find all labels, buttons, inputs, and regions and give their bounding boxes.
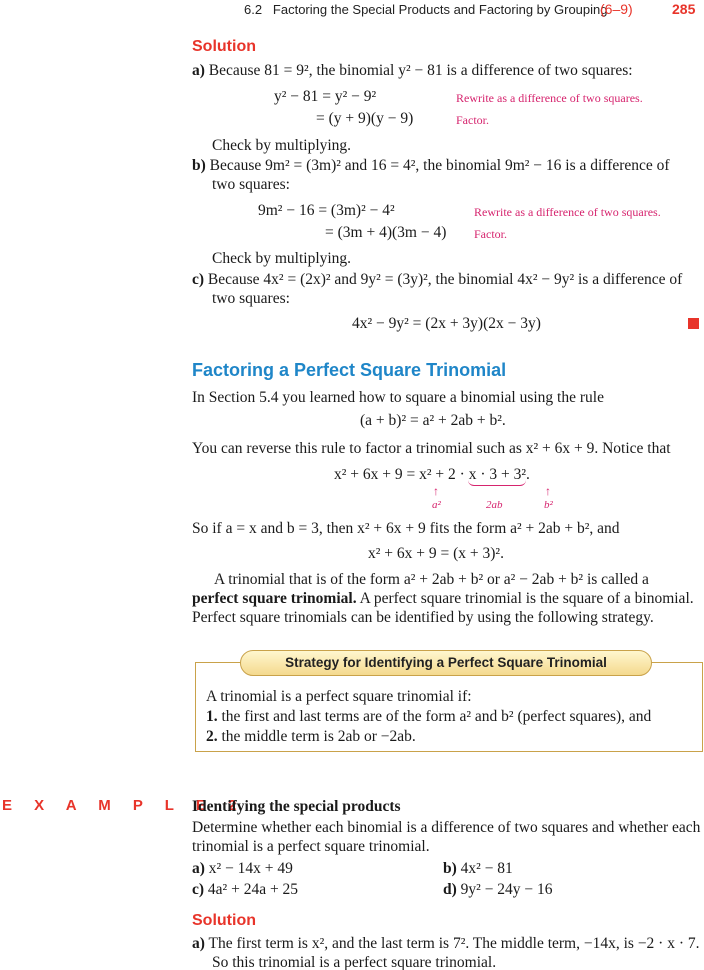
middle-term-brace: [468, 480, 526, 486]
annotation-b2: b²: [544, 499, 553, 511]
strategy-item-1-number: 1.: [206, 708, 218, 725]
problem-d: [443, 881, 553, 899]
strategy-item-2-text: the middle term is 2ab or −2ab.: [221, 728, 416, 745]
part-a-equation-2: = (y + 9)(y − 9): [316, 110, 414, 127]
strategy-item-1-text: the first and last terms are of the form a² and b² (perfect squares), and: [221, 708, 652, 725]
eq-left-side: x² + 6x + 9 =: [334, 466, 416, 483]
part-b-note-2: Factor.: [474, 227, 507, 241]
solution-part-c: [192, 271, 682, 289]
problem-a-label: a): [192, 860, 205, 877]
part-b-equation-2: = (3m + 4)(3m − 4): [325, 224, 447, 241]
arrow-a2-icon: ↑: [433, 484, 439, 498]
eq-plus-1: +: [435, 466, 445, 483]
problem-a: [192, 860, 293, 878]
eq-term-2ab: 2 · x · 3: [448, 466, 498, 483]
running-header: [244, 2, 608, 17]
part-c-equation: 4x² − 9y² = (2x + 3y)(2x − 3y): [352, 315, 541, 332]
solution-part-b: [192, 157, 670, 175]
square-binomial-rule: (a + b)² = a² + 2ab + b².: [360, 412, 506, 429]
problem-b: [443, 860, 513, 878]
problem-b-expr: 4x² − 81: [460, 860, 513, 877]
part-a-text: Because 81 = 9², the binomial y² − 81 is a difference of two squares:: [208, 62, 633, 79]
term-perfect-square-trinomial: perfect square trinomial.: [192, 590, 357, 607]
solution-heading: Solution: [192, 38, 256, 55]
header-page-range: (6–9): [600, 1, 633, 17]
definition-line-3: Perfect square trinomials can be identified by using the following strategy.: [192, 609, 654, 626]
problem-d-label: d): [443, 881, 457, 898]
part-b-label: b): [192, 157, 206, 174]
part-b-note-1: Rewrite as a difference of two squares.: [474, 205, 661, 219]
header-chapter-title: Factoring the Special Products and Factoring by Grouping: [272, 2, 608, 17]
part-a-label: a): [192, 62, 205, 79]
strategy-title: Strategy for Identifying a Perfect Square Trinomial: [240, 650, 652, 676]
arrow-b2-icon: ↑: [545, 484, 551, 498]
part-a-note-2: Factor.: [456, 113, 489, 127]
problem-b-label: b): [443, 860, 457, 877]
eq-plus-2: +: [500, 466, 510, 483]
part-b-text-1: Because 9m² = (3m)² and 16 = 4², the binomial 9m² − 16 is a difference of: [209, 157, 670, 174]
strategy-item-2: [206, 728, 416, 746]
end-of-solution-marker: [688, 318, 699, 329]
example-text-2: trinomial is a perfect square trinomial.: [192, 838, 430, 855]
section-paragraph-1: In Section 5.4 you learned how to square a binomial using the rule: [192, 389, 604, 406]
part-a-check: Check by multiplying.: [212, 137, 352, 154]
example-text-1: Determine whether each binomial is a difference of two squares and whether each: [192, 819, 701, 836]
example-solution-a-line-2: So this trinomial is a perfect square trinomial.: [212, 954, 497, 970]
problem-d-expr: 9y² − 24y − 16: [460, 881, 553, 898]
strategy-item-2-number: 2.: [206, 728, 218, 745]
example-solution-a-line-1: [192, 935, 700, 953]
part-a-note-1: Rewrite as a difference of two squares.: [456, 91, 643, 105]
example-solution-a-label: a): [192, 935, 205, 952]
part-b-text-2: two squares:: [212, 176, 290, 193]
section-paragraph-3: So if a = x and b = 3, then x² + 6x + 9 fits the form a² + 2ab + b², and: [192, 520, 620, 537]
example-solution-a-text-1: The first term is x², and the last term is 7². The middle term, −14x, is −2 · x · 7.: [208, 935, 700, 952]
factored-equation: x² + 6x + 9 = (x + 3)².: [368, 545, 504, 562]
part-b-equation-1: 9m² − 16 = (3m)² − 4²: [258, 202, 395, 219]
example-title: Identifying the special products: [192, 798, 401, 815]
header-section-number: 6.2: [244, 2, 263, 17]
problem-c: [192, 881, 298, 899]
eq-term-b2: 3².: [513, 466, 530, 483]
problem-c-label: c): [192, 881, 205, 898]
definition-line-1: A trinomial that is of the form a² + 2ab + b² or a² − 2ab + b² is called a: [214, 571, 649, 588]
solution-part-a: [192, 62, 633, 80]
header-page-number: 285: [672, 1, 696, 17]
part-c-label: c): [192, 271, 205, 288]
section-paragraph-2: You can reverse this rule to factor a trinomial such as x² + 6x + 9. Notice that: [192, 440, 671, 457]
part-c-text-1: Because 4x² = (2x)² and 9y² = (3y)², the binomial 4x² − 9y² is a difference of: [207, 271, 683, 288]
part-a-equation-1: y² − 81 = y² − 9²: [274, 88, 377, 105]
definition-line-2-rest: A perfect square trinomial is the square of a binomial.: [356, 590, 694, 607]
eq-term-a2: x²: [419, 466, 432, 483]
strategy-intro: A trinomial is a perfect square trinomial if:: [206, 688, 472, 705]
problem-c-expr: 4a² + 24a + 25: [207, 881, 299, 898]
annotation-a2: a²: [432, 499, 441, 511]
example-solution-heading: Solution: [192, 912, 256, 929]
annotation-2ab: 2ab: [486, 499, 503, 511]
part-b-check: Check by multiplying.: [212, 250, 352, 267]
section-title: Factoring a Perfect Square Trinomial: [192, 360, 507, 380]
example-label: E X A M P L E 2: [2, 797, 246, 814]
strategy-item-1: [206, 708, 651, 726]
definition-line-2: [192, 590, 694, 608]
problem-a-expr: x² − 14x + 49: [208, 860, 293, 877]
part-c-text-2: two squares:: [212, 290, 290, 307]
